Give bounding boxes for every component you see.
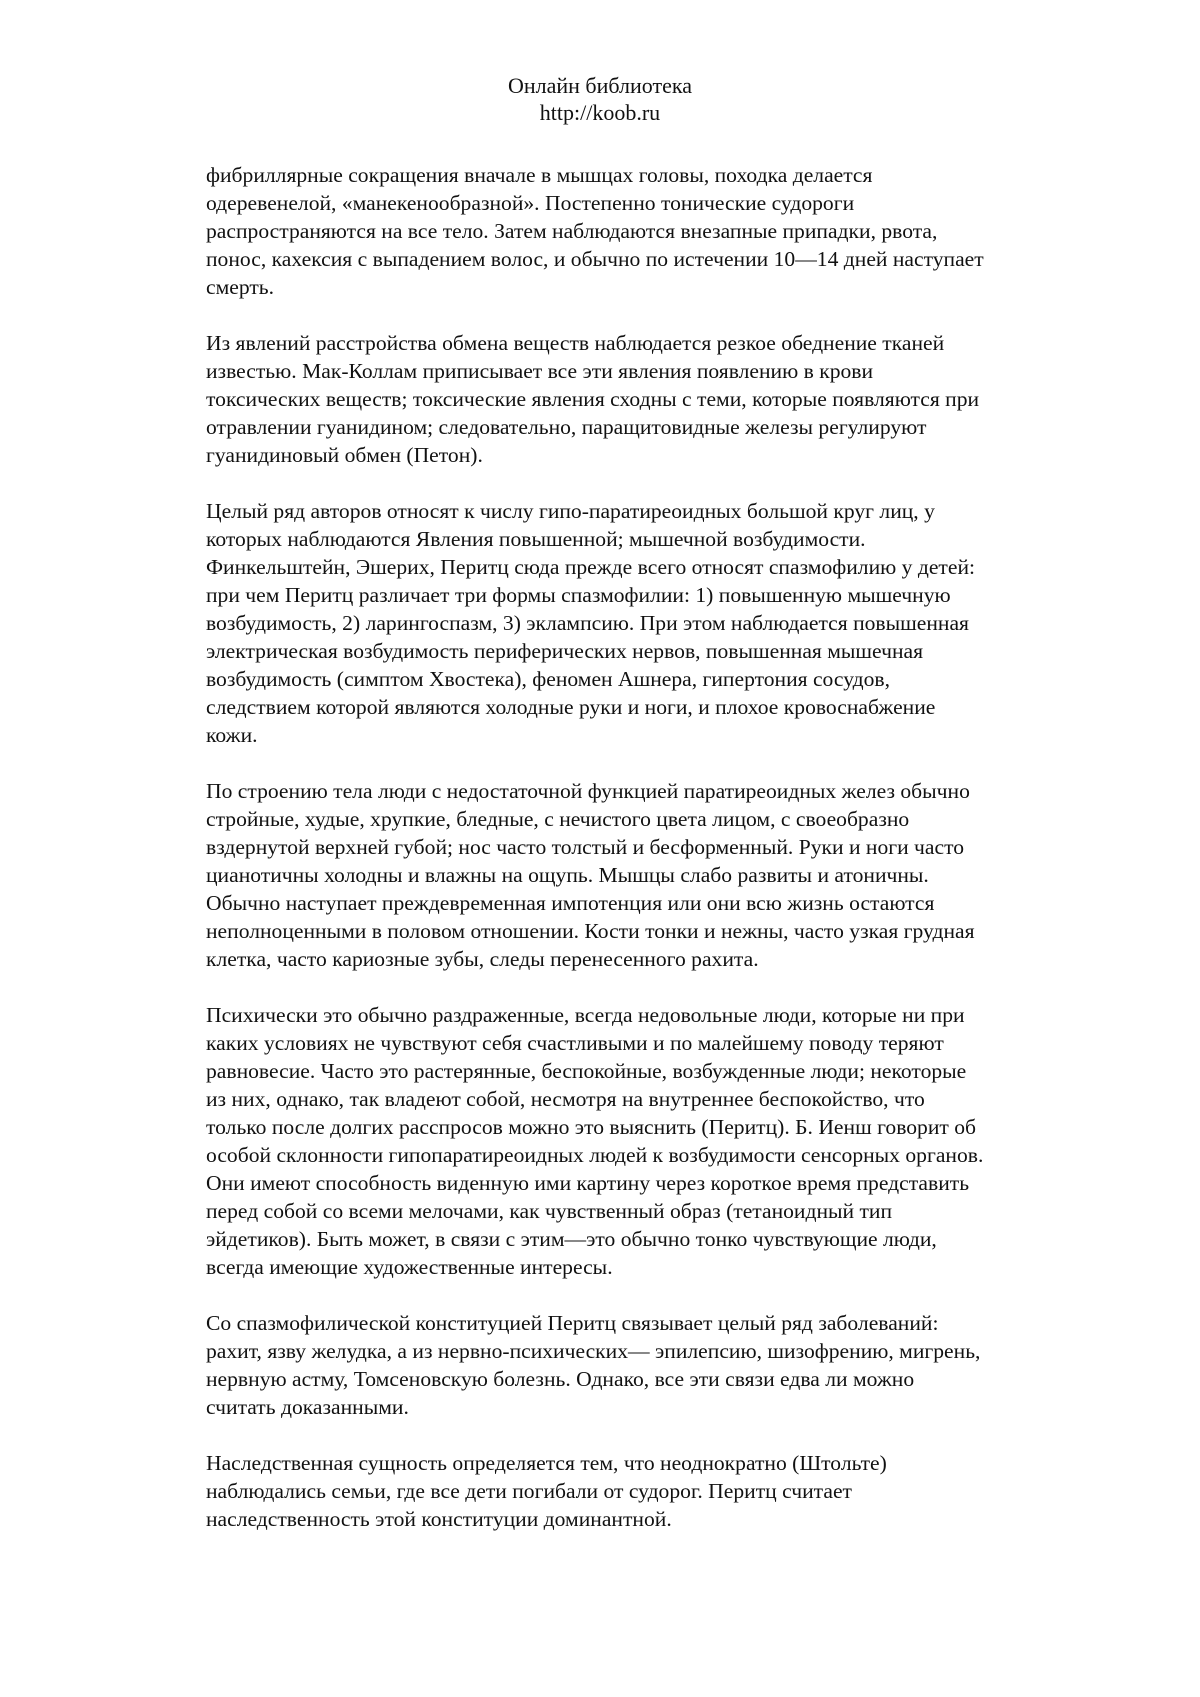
text-line: токсических веществ; токсические явления сходны с теми, которые появляются при: [206, 387, 980, 411]
text-line: неполноценными в половом отношении. Кости тонки и нежны, часто узкая грудная: [206, 919, 975, 943]
text-line: Обычно наступает преждевременная импотенция или они всю жизнь остаются: [206, 891, 935, 915]
paragraph: [206, 161, 1096, 301]
text-line: Из явлений расстройства обмена веществ наблюдается резкое обеднение тканей: [206, 331, 945, 355]
text-line: наследственность этой конституции доминантной.: [206, 1507, 672, 1531]
text-line: электрическая возбудимость периферических нервов, повышенная мышечная: [206, 639, 924, 663]
text-line: Финкельштейн, Эшерих, Перитц сюда прежде всего относят спазмофилию у детей:: [206, 555, 976, 579]
text-line: следствием которой являются холодные руки и ноги, и плохое кровоснабжение: [206, 695, 936, 719]
text-line: особой склонности гипопаратиреоидных людей к возбудимости сенсорных органов.: [206, 1143, 984, 1167]
text-line: известью. Мак-Коллам приписывает все эти явления появлению в крови: [206, 359, 874, 383]
text-line: перед собой со всеми мелочами, как чувственный образ (тетаноидный тип: [206, 1199, 893, 1223]
text-line: отравлении гуанидином; следовательно, паращитовидные железы регулируют: [206, 415, 927, 439]
text-line: эйдетиков). Быть может, в связи с этим—это обычно тонко чувствующие люди,: [206, 1227, 937, 1251]
paragraph: [206, 1309, 1096, 1421]
text-line: Со спазмофилической конституцией Перитц связывает целый ряд заболеваний:: [206, 1311, 939, 1335]
page-header: [0, 72, 1200, 126]
text-line: клетка, часто кариозные зубы, следы перенесенного рахита.: [206, 947, 759, 971]
text-line: возбудимость, 2) ларингоспазм, 3) эклампсию. При этом наблюдается повышенная: [206, 611, 969, 635]
text-line: из них, однако, так владеют собой, несмотря на внутреннее беспокойство, что: [206, 1087, 925, 1111]
text-line: По строению тела люди с недостаточной функцией паратиреоидных желез обычно: [206, 779, 970, 803]
text-line: считать доказанными.: [206, 1395, 409, 1419]
text-line: Они имеют способность виденную ими картину через короткое время представить: [206, 1171, 970, 1195]
text-line: одеревенелой, «манекенообразной». Постепенно тонические судороги: [206, 191, 855, 215]
text-line: гуанидиновый обмен (Петон).: [206, 443, 483, 467]
text-line: стройные, худые, хрупкие, бледные, с нечистого цвета лицом, с своеобразно: [206, 807, 910, 831]
document-body: [206, 161, 1096, 1561]
text-line: при чем Перитц различает три формы спазмофилии: 1) повышенную мышечную: [206, 583, 951, 607]
text-line: равновесие. Часто это растерянные, беспокойные, возбужденные люди; некоторые: [206, 1059, 967, 1083]
paragraph: [206, 497, 1096, 749]
text-line: вздернутой верхней губой; нос часто толстый и бесформенный. Руки и ноги часто: [206, 835, 965, 859]
text-line: Целый ряд авторов относят к числу гипо-паратиреоидных большой круг лиц, у: [206, 499, 935, 523]
text-line: каких условиях не чувствуют себя счастливыми и по малейшему поводу теряют: [206, 1031, 944, 1055]
text-line: кожи.: [206, 723, 258, 747]
text-line: понос, кахексия с выпадением волос, и обычно по истечении 10—14 дней наступает: [206, 247, 984, 271]
text-line: только после долгих расспросов можно это выяснить (Перитц). Б. Иенш говорит об: [206, 1115, 977, 1139]
text-line: рахит, язву желудка, а из нервно-психических— эпилепсию, шизофрению, мигрень,: [206, 1339, 981, 1363]
text-line: наблюдались семьи, где все дети погибали от судорог. Перитц считает: [206, 1479, 852, 1503]
paragraph: [206, 777, 1096, 973]
text-line: всегда имеющие художественные интересы.: [206, 1255, 613, 1279]
paragraph: [206, 1001, 1096, 1281]
text-line: Наследственная сущность определяется тем, что неоднократно (Штольте): [206, 1451, 887, 1475]
text-line: которых наблюдаются Явления повышенной; мышечной возбудимости.: [206, 527, 866, 551]
paragraph: [206, 329, 1096, 469]
text-line: Психически это обычно раздраженные, всегда недовольные люди, которые ни при: [206, 1003, 965, 1027]
text-line: фибриллярные сокращения вначале в мышцах головы, походка делается: [206, 163, 873, 187]
text-line: смерть.: [206, 275, 275, 299]
library-url: http://koob.ru: [539, 100, 661, 125]
library-title: Онлайн библиотека: [507, 73, 693, 98]
paragraph: [206, 1449, 1096, 1533]
text-line: нервную астму, Томсеновскую болезнь. Однако, все эти связи едва ли можно: [206, 1367, 915, 1391]
text-line: цианотичны холодны и влажны на ощупь. Мышцы слабо развиты и атоничны.: [206, 863, 929, 887]
text-line: возбудимость (симптом Хвостека), феномен Ашнера, гипертония сосудов,: [206, 667, 891, 691]
text-line: распространяются на все тело. Затем наблюдаются внезапные припадки, рвота,: [206, 219, 938, 243]
